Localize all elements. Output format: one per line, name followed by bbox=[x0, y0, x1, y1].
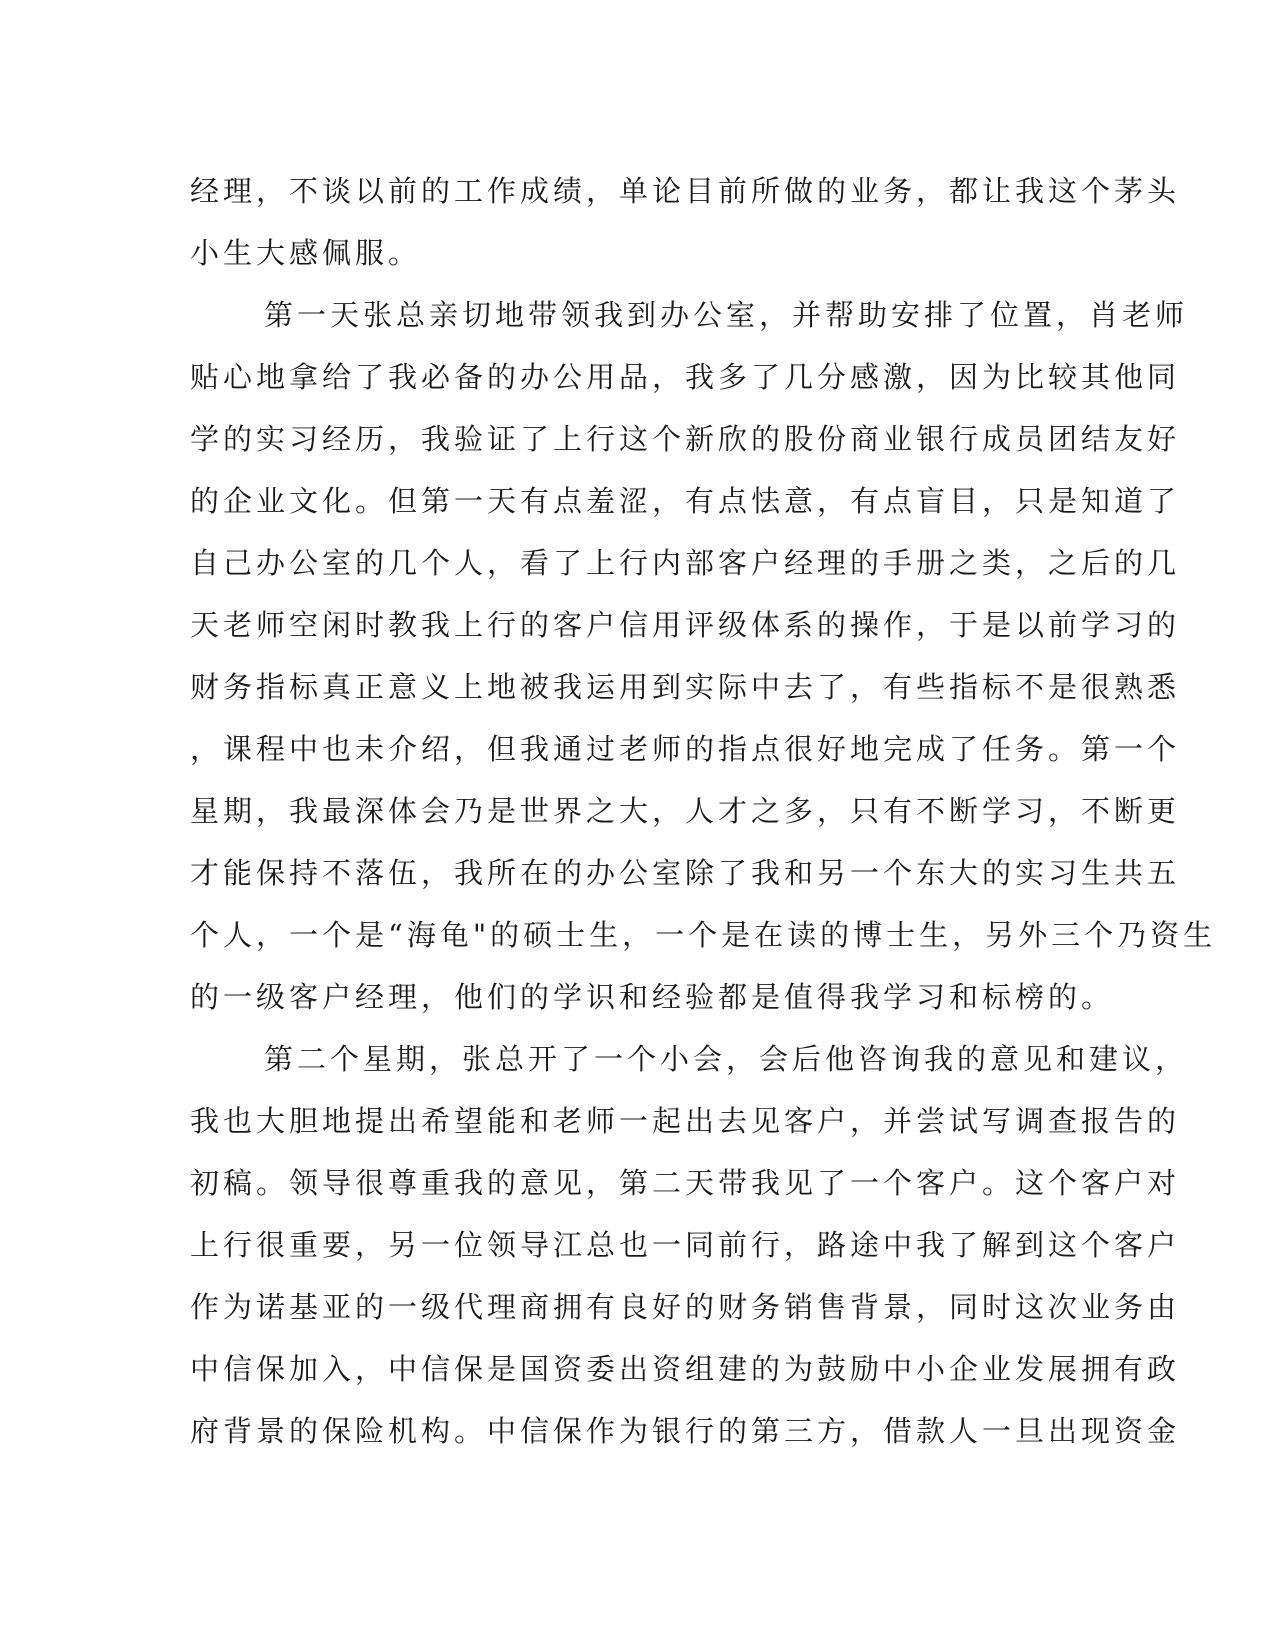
text-line: 我也大胆地提出希望能和老师一起出去见客户，并尝试写调查报告的 bbox=[190, 1104, 1181, 1138]
text-line: 自己办公室的几个人，看了上行内部客户经理的手册之类，之后的几 bbox=[190, 546, 1181, 580]
text-line: 学的实习经历，我验证了上行这个新欣的股份商业银行成员团结友好 bbox=[190, 422, 1181, 456]
text-line: 才能保持不落伍，我所在的办公室除了我和另一个东大的实习生共五 bbox=[190, 856, 1181, 890]
text-line: 的一级客户经理，他们的学识和经验都是值得我学习和标榜的。 bbox=[190, 980, 1115, 1014]
text-line: 中信保加入，中信保是国资委出资组建的为鼓励中小企业发展拥有政 bbox=[190, 1352, 1181, 1386]
text-line: 初稿。领导很尊重我的意见，第二天带我见了一个客户。这个客户对 bbox=[190, 1166, 1181, 1200]
text-line: 经理，不谈以前的工作成绩，单论目前所做的业务，都让我这个茅头 bbox=[190, 174, 1181, 208]
text-line: ，课程中也未介绍，但我通过老师的指点很好地完成了任务。第一个 bbox=[190, 732, 1181, 766]
paragraph-start-line: 第一天张总亲切地带领我到办公室，并帮助安排了位置，肖老师 bbox=[264, 298, 1189, 332]
text-line: 作为诺基亚的一级代理商拥有良好的财务销售背景，同时这次业务由 bbox=[190, 1290, 1181, 1324]
text-line: 府背景的保险机构。中信保作为银行的第三方，借款人一旦出现资金 bbox=[190, 1414, 1181, 1448]
text-line: 个人，一个是“海龟"的硕士生，一个是在读的博士生，另外三个乃资生 bbox=[190, 918, 1217, 952]
text-line: 贴心地拿给了我必备的办公用品，我多了几分感激，因为比较其他同 bbox=[190, 360, 1181, 394]
text-line: 的企业文化。但第一天有点羞涩，有点怯意，有点盲目，只是知道了 bbox=[190, 484, 1181, 518]
text-line: 小生大感佩服。 bbox=[190, 236, 422, 270]
text-line: 财务指标真正意义上地被我运用到实际中去了，有些指标不是很熟悉 bbox=[190, 670, 1181, 704]
text-line: 天老师空闲时教我上行的客户信用评级体系的操作，于是以前学习的 bbox=[190, 608, 1181, 642]
text-line: 上行很重要，另一位领导江总也一同前行，路途中我了解到这个客户 bbox=[190, 1228, 1181, 1262]
text-line: 星期，我最深体会乃是世界之大，人才之多，只有不断学习，不断更 bbox=[190, 794, 1181, 828]
document-body bbox=[190, 160, 1217, 1462]
paragraph-start-line: 第二个星期，张总开了一个小会，会后他咨询我的意见和建议， bbox=[264, 1042, 1189, 1076]
